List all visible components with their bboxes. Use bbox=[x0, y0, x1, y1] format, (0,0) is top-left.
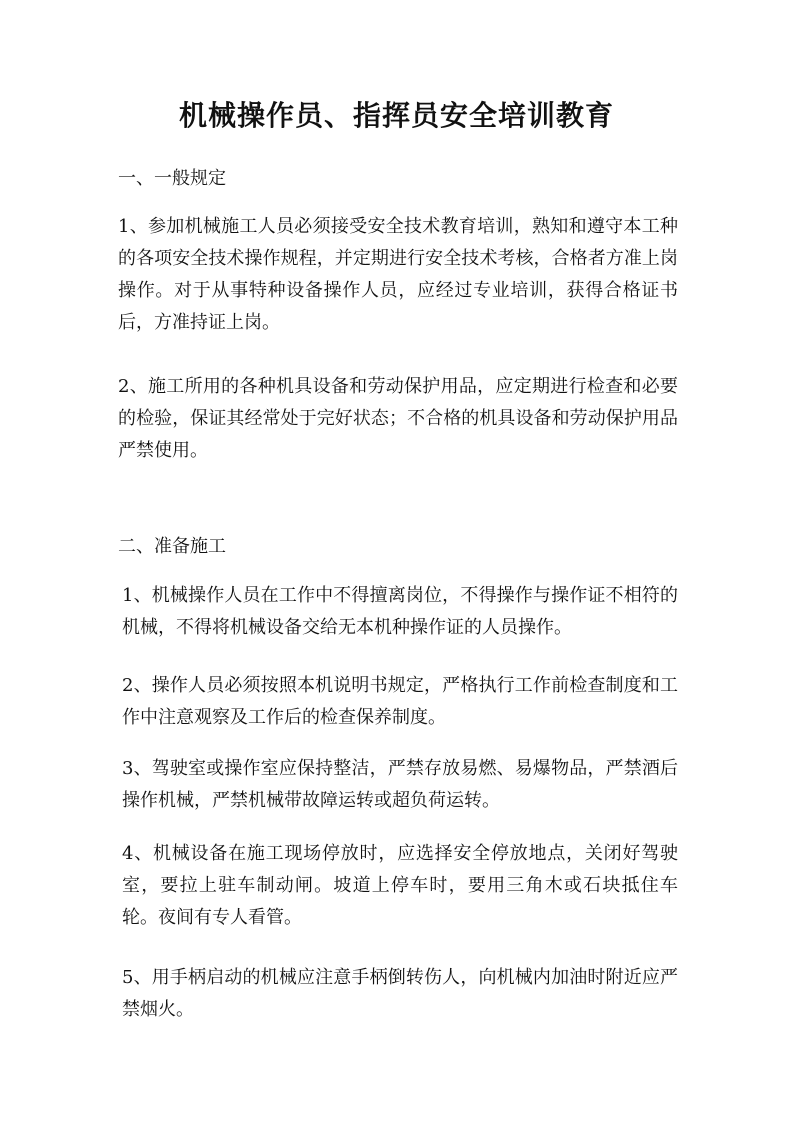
paragraph-general-2: 2、施工所用的各种机具设备和劳动保护用品，应定期进行检查和必要的检验，保证其经常处于完好状态；不合格的机具设备和劳动保护用品严禁使用。 bbox=[118, 376, 678, 461]
paragraph-preparation-1: 1、机械操作人员在工作中不得擅离岗位，不得操作与操作证不相符的机械，不得将机械设备交给无本机种操作证的人员操作。 bbox=[122, 585, 678, 638]
paragraph-preparation-2: 2、操作人员必须按照本机说明书规定，严格执行工作前检查制度和工作中注意观察及工作后的检查保养制度。 bbox=[122, 675, 678, 728]
paragraph-general-1: 1、参加机械施工人员必须接受安全技术教育培训，熟知和遵守本工种的各项安全技术操作规程，并定期进行安全技术考核，合格者方准上岗操作。对于从事特种设备操作人员，应经过专业培训，获得合格证书后，方准持证上岗。 bbox=[118, 216, 678, 333]
section-heading-preparation: 二、准备施工 bbox=[118, 536, 226, 557]
document-title: 机械操作员、指挥员安全培训教育 bbox=[178, 99, 614, 132]
paragraph-preparation-5: 5、用手柄启动的机械应注意手柄倒转伤人，向机械内加油时附近应严禁烟火。 bbox=[122, 967, 678, 1020]
section-heading-general-rules: 一、一般规定 bbox=[118, 168, 226, 189]
paragraph-preparation-3: 3、驾驶室或操作室应保持整洁，严禁存放易燃、易爆物品，严禁酒后操作机械，严禁机械带故障运转或超负荷运转。 bbox=[122, 758, 678, 811]
paragraph-preparation-4: 4、机械设备在施工现场停放时，应选择安全停放地点，关闭好驾驶室，要拉上驻车制动闸。坡道上停车时，要用三角木或石块抵住车轮。夜间有专人看管。 bbox=[122, 843, 678, 928]
